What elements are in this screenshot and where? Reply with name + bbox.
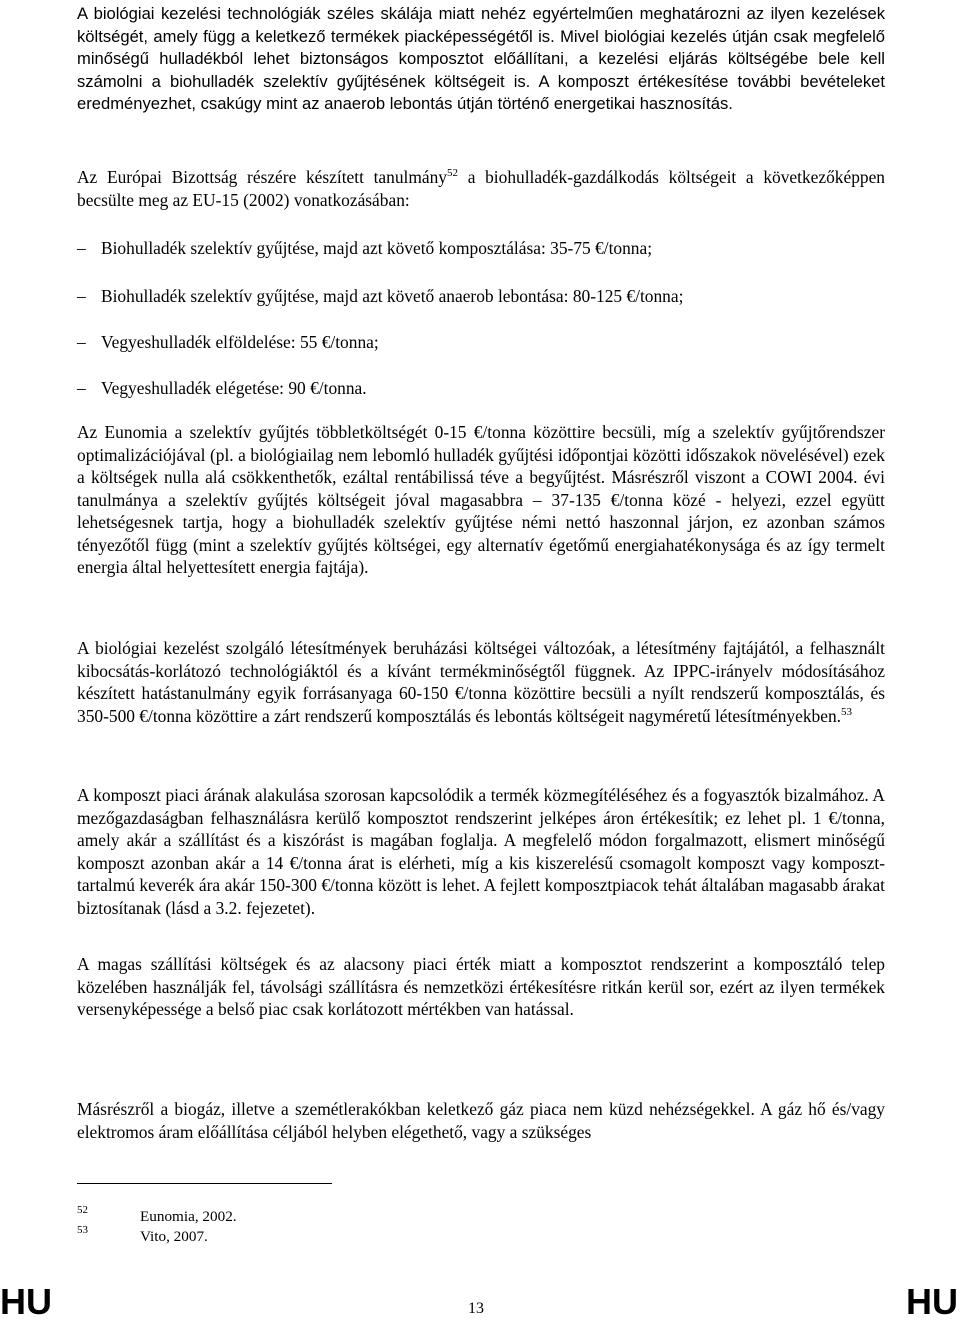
paragraph-5: A komposzt piaci árának alakulása szorosan kapcsolódik a termék közmegítéléséhez és a fogyasztók bizalmához. A mezőgazdaságban felhasználásra kerülő komposztot rendszerint jelképes áron értékesítik; ez lehet pl. 1 €/tonna, amely akár a szállítást és a kiszórást is magában foglalja. A megfelelő módon forgalmazott, elismert minőségű komposzt azonban akár a 14 €/tonna árat is elérheti, míg a kis kiszerelésű csomagolt komposzt vagy komposzt-tartalmú keverék ára akár 150-300 €/tonna között is lehet. A fejlett komposztpiacok tehát általában magasabb árakat biztosítanak (lásd a 3.2. fejezetet). — [77, 785, 885, 918]
footnote-divider — [77, 1183, 332, 1184]
paragraph-6: A magas szállítási költségek és az alacsony piaci érték miatt a komposztot rendszerint a komposztáló telep közelében használják fel, távolsági szállításra és nemzetközi értékesítésre ritkán kerül sor, ezért az ilyen termékek versenyképessége a belső piac csak korlátozott mértékben van hatással. — [77, 954, 885, 1019]
paragraph-2-text-a: Az Európai Bizottság részére készített tanulmány — [77, 167, 448, 187]
language-code-right: HU — [906, 1281, 958, 1322]
dash-bullet: – — [77, 286, 86, 306]
dash-bullet: – — [77, 332, 86, 352]
paragraph-2-text-b: a biohulladék-gazdálkodás költségeit a következőképpen becsülte meg az EU-15 (2002) vonatkozásában: — [77, 167, 886, 210]
list-item-text: Vegyeshulladék elföldelése: 55 €/tonna; — [101, 332, 379, 352]
footnote-ref-53[interactable]: 53 — [840, 705, 852, 718]
language-code-left: HU — [0, 1281, 52, 1322]
footnote-number: 53 — [77, 1224, 88, 1236]
paragraph-4-text: A biológiai kezelést szolgáló létesítmények beruházási költségei változóak, a létesítmény fajtájától, a felhasznált kibocsátás-korlátozó technológiáktól és a kívánt termékminőségtől függnek. Az IPPC-irányelv módosításához készített hatástanulmány egyik forrásanyaga 60-150 €/tonna közöttire becsüli a nyílt rendszerű komposztálás, és 350-500 €/tonna közöttire a zárt rendszerű komposztálás és lebontás költségeit nagyméretű létesítményekben. — [77, 638, 885, 726]
footnote-text: Eunomia, 2002. — [140, 1208, 237, 1225]
list-item-text: Biohulladék szelektív gyűjtése, majd azt követő komposztálása: 35-75 €/tonna; — [101, 238, 653, 258]
paragraph-3: Az Eunomia a szelektív gyűjtés többletköltségét 0-15 €/tonna közöttire becsüli, míg a szelektív gyűjtőrendszer optimalizációjával (pl. a biológiailag nem lebomló hulladék gyűjtési időpontjai közötti időszakok növelésével) ezek a költségek nulla alá csökkenthetők, ezáltal rentábilissá téve a begyűjtést. Másrészről viszont a COWI 2004. évi tanulmánya a szelektív gyűjtés költségeit jóval magasabbra – 37-135 €/tonna közé - helyezi, ezzel együtt lehetségesnek tartja, hogy a biohulladék szelektív gyűjtése némi nettó haszonnal járjon, ez azonban számos tényezőtől függ (mint a szelektív gyűjtés költségei, egy alternatív égetőmű energiahatékonysága és az így termelt energia által helyettesített energia fajtája). — [77, 422, 885, 577]
list-item-text: Biohulladék szelektív gyűjtése, majd azt követő anaerob lebontása: 80-125 €/tonna; — [101, 286, 684, 306]
dash-bullet: – — [77, 378, 86, 398]
paragraph-2 — [77, 166, 885, 211]
footnote-number: 52 — [77, 1204, 88, 1216]
dash-bullet: – — [77, 238, 86, 258]
paragraph-7: Másrészről a biogáz, illetve a szemétlerakókban keletkező gáz piaca nem küzd nehézségekkel. A gáz hő és/vagy elektromos áram előállítása céljából helyben elégethető, vagy a szükséges — [77, 1099, 885, 1142]
paragraph-4 — [77, 637, 885, 727]
footnote-ref-52[interactable]: 52 — [447, 167, 459, 180]
paragraph-1: A biológiai kezelési technológiák széles skálája miatt nehéz egyértelműen meghatározni az ilyen kezelések költségét, amely függ a keletkező termékek piacképességétől is. Mivel biológiai kezelés útján csak megfelelő minőségű hulladékból lehet biztonságos komposztot előállítani, a kezelési eljárás költségébe bele kell számolni a biohulladék szelektív gyűjtésének költségeit is. A komposzt értékesítése további bevételeket eredményezhet, csakúgy mint az anaerob lebontás útján történő energetikai hasznosítás. — [77, 4, 885, 114]
list-item-text: Vegyeshulladék elégetése: 90 €/tonna. — [101, 378, 367, 398]
footnote-text: Vito, 2007. — [140, 1228, 208, 1245]
page-number: 13 — [468, 1300, 484, 1317]
